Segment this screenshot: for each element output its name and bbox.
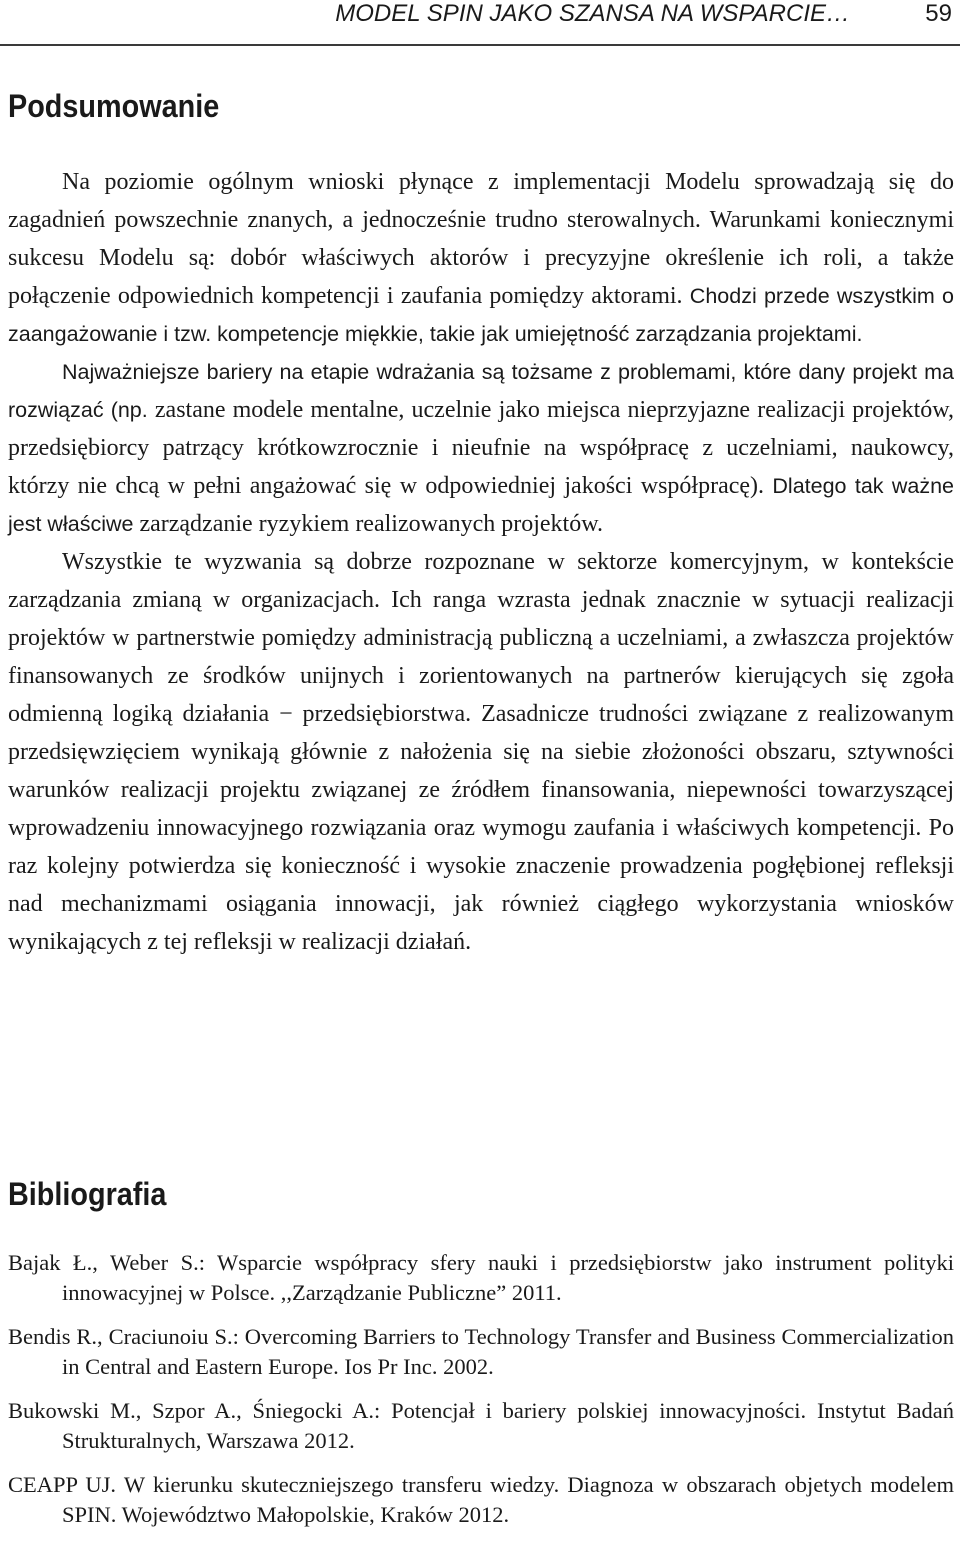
bibliography-entry: Bajak Ł., Weber S.: Wsparcie współpracy sfery nauki i przedsiębiorstw jako instrument polityki innowacyjnej w Polsce. ,,Zarządzanie Publiczne” 2011.: [8, 1250, 954, 1305]
section-heading-bibliography: Bibliografia: [8, 1176, 167, 1212]
paragraph: [8, 543, 954, 961]
paragraph-text: zarządzanie ryzykiem realizowanych projektów.: [139, 511, 603, 537]
bibliography-entry: Bukowski M., Szpor A., Śniegocki A.: Potencjał i bariery polskiej innowacyjności. Instytut Badań Strukturalnych, Warszawa 2012.: [8, 1398, 954, 1453]
paragraph: [8, 163, 954, 353]
paragraph-text: Wszystkie te wyzwania są dobrze rozpoznane w sektorze komercyjnym, w kontekście zarządzania zmianą w organizacjach. Ich ranga wzrasta jednak znacznie w sytuacji realizacji projektów w partnerstwie pomiędzy administracją publiczną a uczelniami, a zwłaszcza projektów finansowanych ze środków unijnych i zorientowanych na partnerów kierujących się zgoła odmienną logiką działania − przedsiębiorstwa. Zasadnicze trudności związane z realizowanym przedsięwzięciem wynikają głównie z nałożenia się na siebie złożoności obszaru, sztywności warunków realizacji projektu związanej ze źródłem finansowania, niepewności towarzyszącej wprowadzeniu innowacyjnego rozwiązania oraz wymogu zaufania i właściwych kompetencji. Po raz kolejny potwierdza się konieczność i wysokie znaczenie prowadzenia pogłębionej refleksji nad mechanizmami osiągania innowacji, jak również ciągłego wykorzystania wniosków wynikających z tej refleksji w realizacji działań.: [8, 549, 954, 955]
section-heading-summary: Podsumowanie: [8, 88, 220, 124]
bibliography-entry: CEAPP UJ. W kierunku skuteczniejszego transferu wiedzy. Diagnoza w obszarach objetych modelem SPIN. Województwo Małopolskie, Kraków 2012.: [8, 1472, 954, 1527]
bibliography-entry: Bendis R., Craciunoiu S.: Overcoming Barriers to Technology Transfer and Business Commercialization in Central and Eastern Europe. Ios Pr Inc. 2002.: [8, 1324, 954, 1379]
paragraph-text: Na poziomie ogólnym wnioski płynące z implementacji Modelu sprowadzają się do zagadnień powszechnie znanych, a jednocześnie trudno sterowalnych. Warunkami koniecznymi sukcesu Modelu są: dobór właściwych aktorów i precyzyjne określenie ich roli, a także połączenie odpowiednich kompetencji i zaufania pomiędzy aktorami.: [8, 169, 954, 309]
running-title: MODEL SPIN JAKO SZANSA NA WSPARCIE…: [335, 0, 850, 27]
paragraph-text: Dlatego tak ważne jest właściwe: [8, 474, 955, 536]
paragraph-text: Najważniejsze bariery na etapie wdrażania są tożsame z problemami, które dany projekt ma rozwiązać (np.: [8, 360, 954, 422]
paragraph: [8, 353, 954, 543]
summary-body: [8, 163, 954, 961]
page-number: 59: [925, 0, 952, 27]
paragraph-text: zastane modele mentalne, uczelnie jako miejsca nieprzyjazne realizacji projektów, przedsiębiorcy patrzący krótkowzrocznie i nieufnie na współpracę z uczelniami, naukowcy, którzy nie chcą w pełni angażować się w odpowiedniej jakości współpracę).: [8, 397, 955, 499]
paragraph-text: Chodzi przede wszystkim o zaangażowanie i tzw. kompetencje miękkie, takie jak umiejętność zarządzania projektami.: [8, 284, 955, 346]
page-header: [0, 0, 960, 46]
bibliography-list: [8, 1248, 954, 1544]
